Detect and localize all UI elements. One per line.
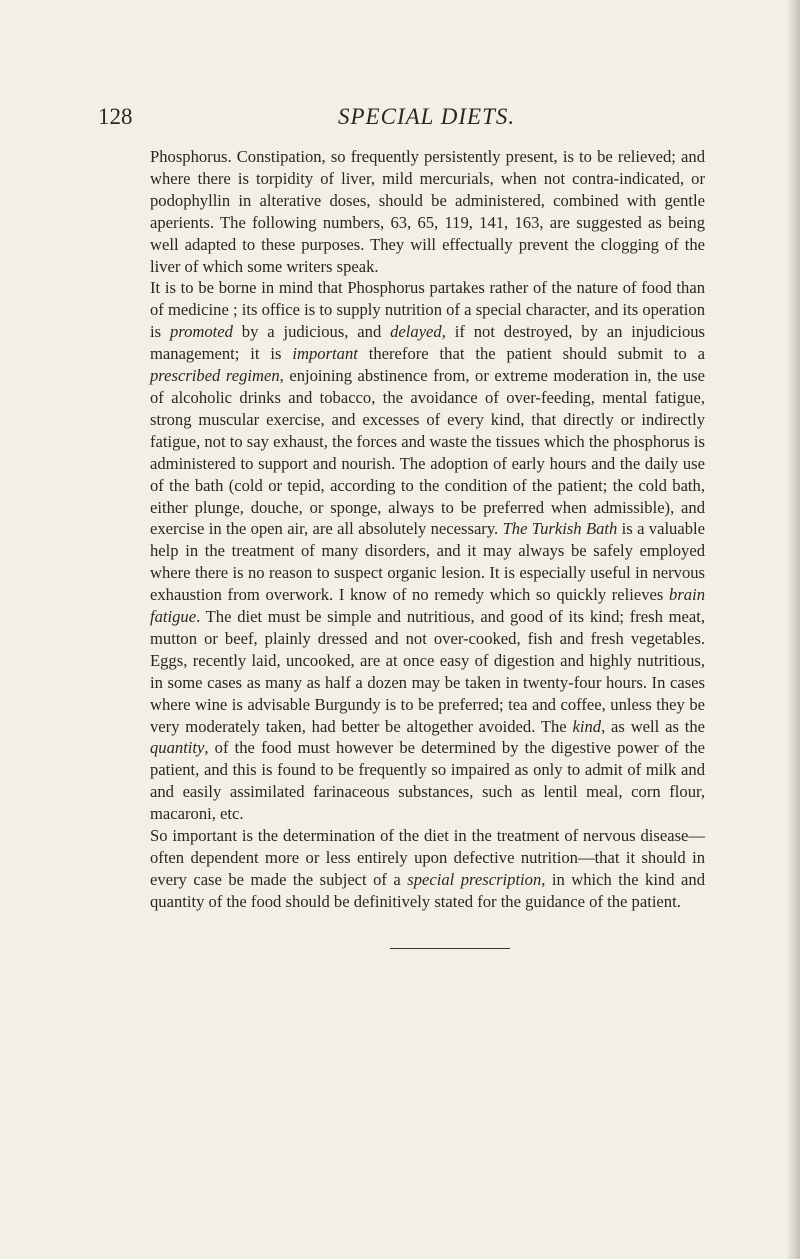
italic-run: The Turkish Bath bbox=[502, 519, 618, 539]
body-text bbox=[150, 146, 705, 913]
text-run: , in which the kind and quantity of the food should be definitively stated for the guidance of the patient. bbox=[150, 869, 705, 911]
text-run: It is to be borne in mind that Phosphorus partakes rather of the nature of food than of medicine ; its office is to supply nutrition of a special character, and its operation is bbox=[150, 278, 705, 342]
paragraph-phosphorus-constipation bbox=[150, 146, 705, 277]
text-run: , as well as the bbox=[601, 716, 705, 736]
text-run: , if not destroyed, by an injudicious management; it is bbox=[150, 322, 706, 364]
text-run: , enjoining abstinence from, or extreme moderation in, the use of alcoholic drinks and tobacco, the avoidance of over-feeding, mental fatigue, strong muscular exercise, and excesses of every kind, that directly or indirectly fatigue, not to say exhaust, the forces and waste the tissues which the phosphorus is administered to support and nourish. The adoption of early hours and the daily use of the bath (cold or tepid, according to the condition of the patient; the cold bath, either plunge, douche, or sponge, always to be preferred when admissible), and exercise in the open air, are all absolutely necessary. bbox=[150, 366, 706, 539]
italic-run: promoted bbox=[169, 322, 233, 342]
italic-run: delayed bbox=[390, 322, 442, 342]
text-run: . The diet must be simple and nutritious, and good of its kind; fresh meat, mutton or beef, plainly dressed and not over-cooked, fish and fresh vegetables. Eggs, recently laid, uncooked, are at once easy of digestion and highly nutritious, in some cases as many as half a dozen may be taken in twenty-four hours. In cases where wine is advisable Burgundy is to be preferred; tea and coffee, unless they be very moderately taken, had better be altogether avoided. The bbox=[150, 607, 705, 736]
text-run: Phosphorus. Constipation, so frequently persistently present, is to be relieved; and where there is torpidity of liver, mild mercurials, when not contra-indicated, or podophyllin in alterative doses, should be administered, combined with gentle aperients. The following numbers, 63, 65, 119, 141, 163, are suggested as being well adapted to these purposes. They will effectually prevent the clogging of the liver of which some writers speak. bbox=[150, 147, 705, 276]
page-header bbox=[98, 104, 650, 134]
text-run: So important is the determination of the diet in the treatment of nervous disease—often dependent more or less entirely upon defective nutrition—that it should in every case be made the subject of a bbox=[150, 826, 705, 889]
section-end-rule bbox=[390, 948, 510, 949]
italic-run: important bbox=[292, 344, 358, 364]
italic-run: kind bbox=[572, 716, 602, 736]
paragraph-regimen bbox=[150, 277, 705, 825]
text-run: therefore that the patient should submit to a bbox=[357, 344, 705, 364]
italic-run: prescribed regimen bbox=[150, 366, 280, 386]
text-run: , of the food must however be determined by the digestive power of the patient, and this is found to be frequently so impaired as only to admit of milk and and easily assimilated farinaceous substances, such as lentil meal, corn flour, macaroni, etc. bbox=[150, 738, 705, 824]
italic-run: brain fatigue bbox=[150, 585, 705, 627]
text-run: is a valuable help in the treatment of many disorders, and it may always be safely employed where there is no reason to suspect organic lesion. It is especially useful in nervous exhaustion from overwork. I know of no remedy which so quickly relieves bbox=[150, 519, 705, 605]
paragraph-special-prescription bbox=[150, 825, 705, 913]
italic-run: special prescription bbox=[407, 869, 542, 889]
text-run: by a judicious, and bbox=[232, 322, 391, 342]
page-number: 128 bbox=[98, 104, 133, 129]
page-edge-shadow bbox=[786, 0, 800, 1259]
italic-run: quantity bbox=[150, 738, 205, 758]
running-title: SPECIAL DIETS. bbox=[338, 104, 516, 129]
